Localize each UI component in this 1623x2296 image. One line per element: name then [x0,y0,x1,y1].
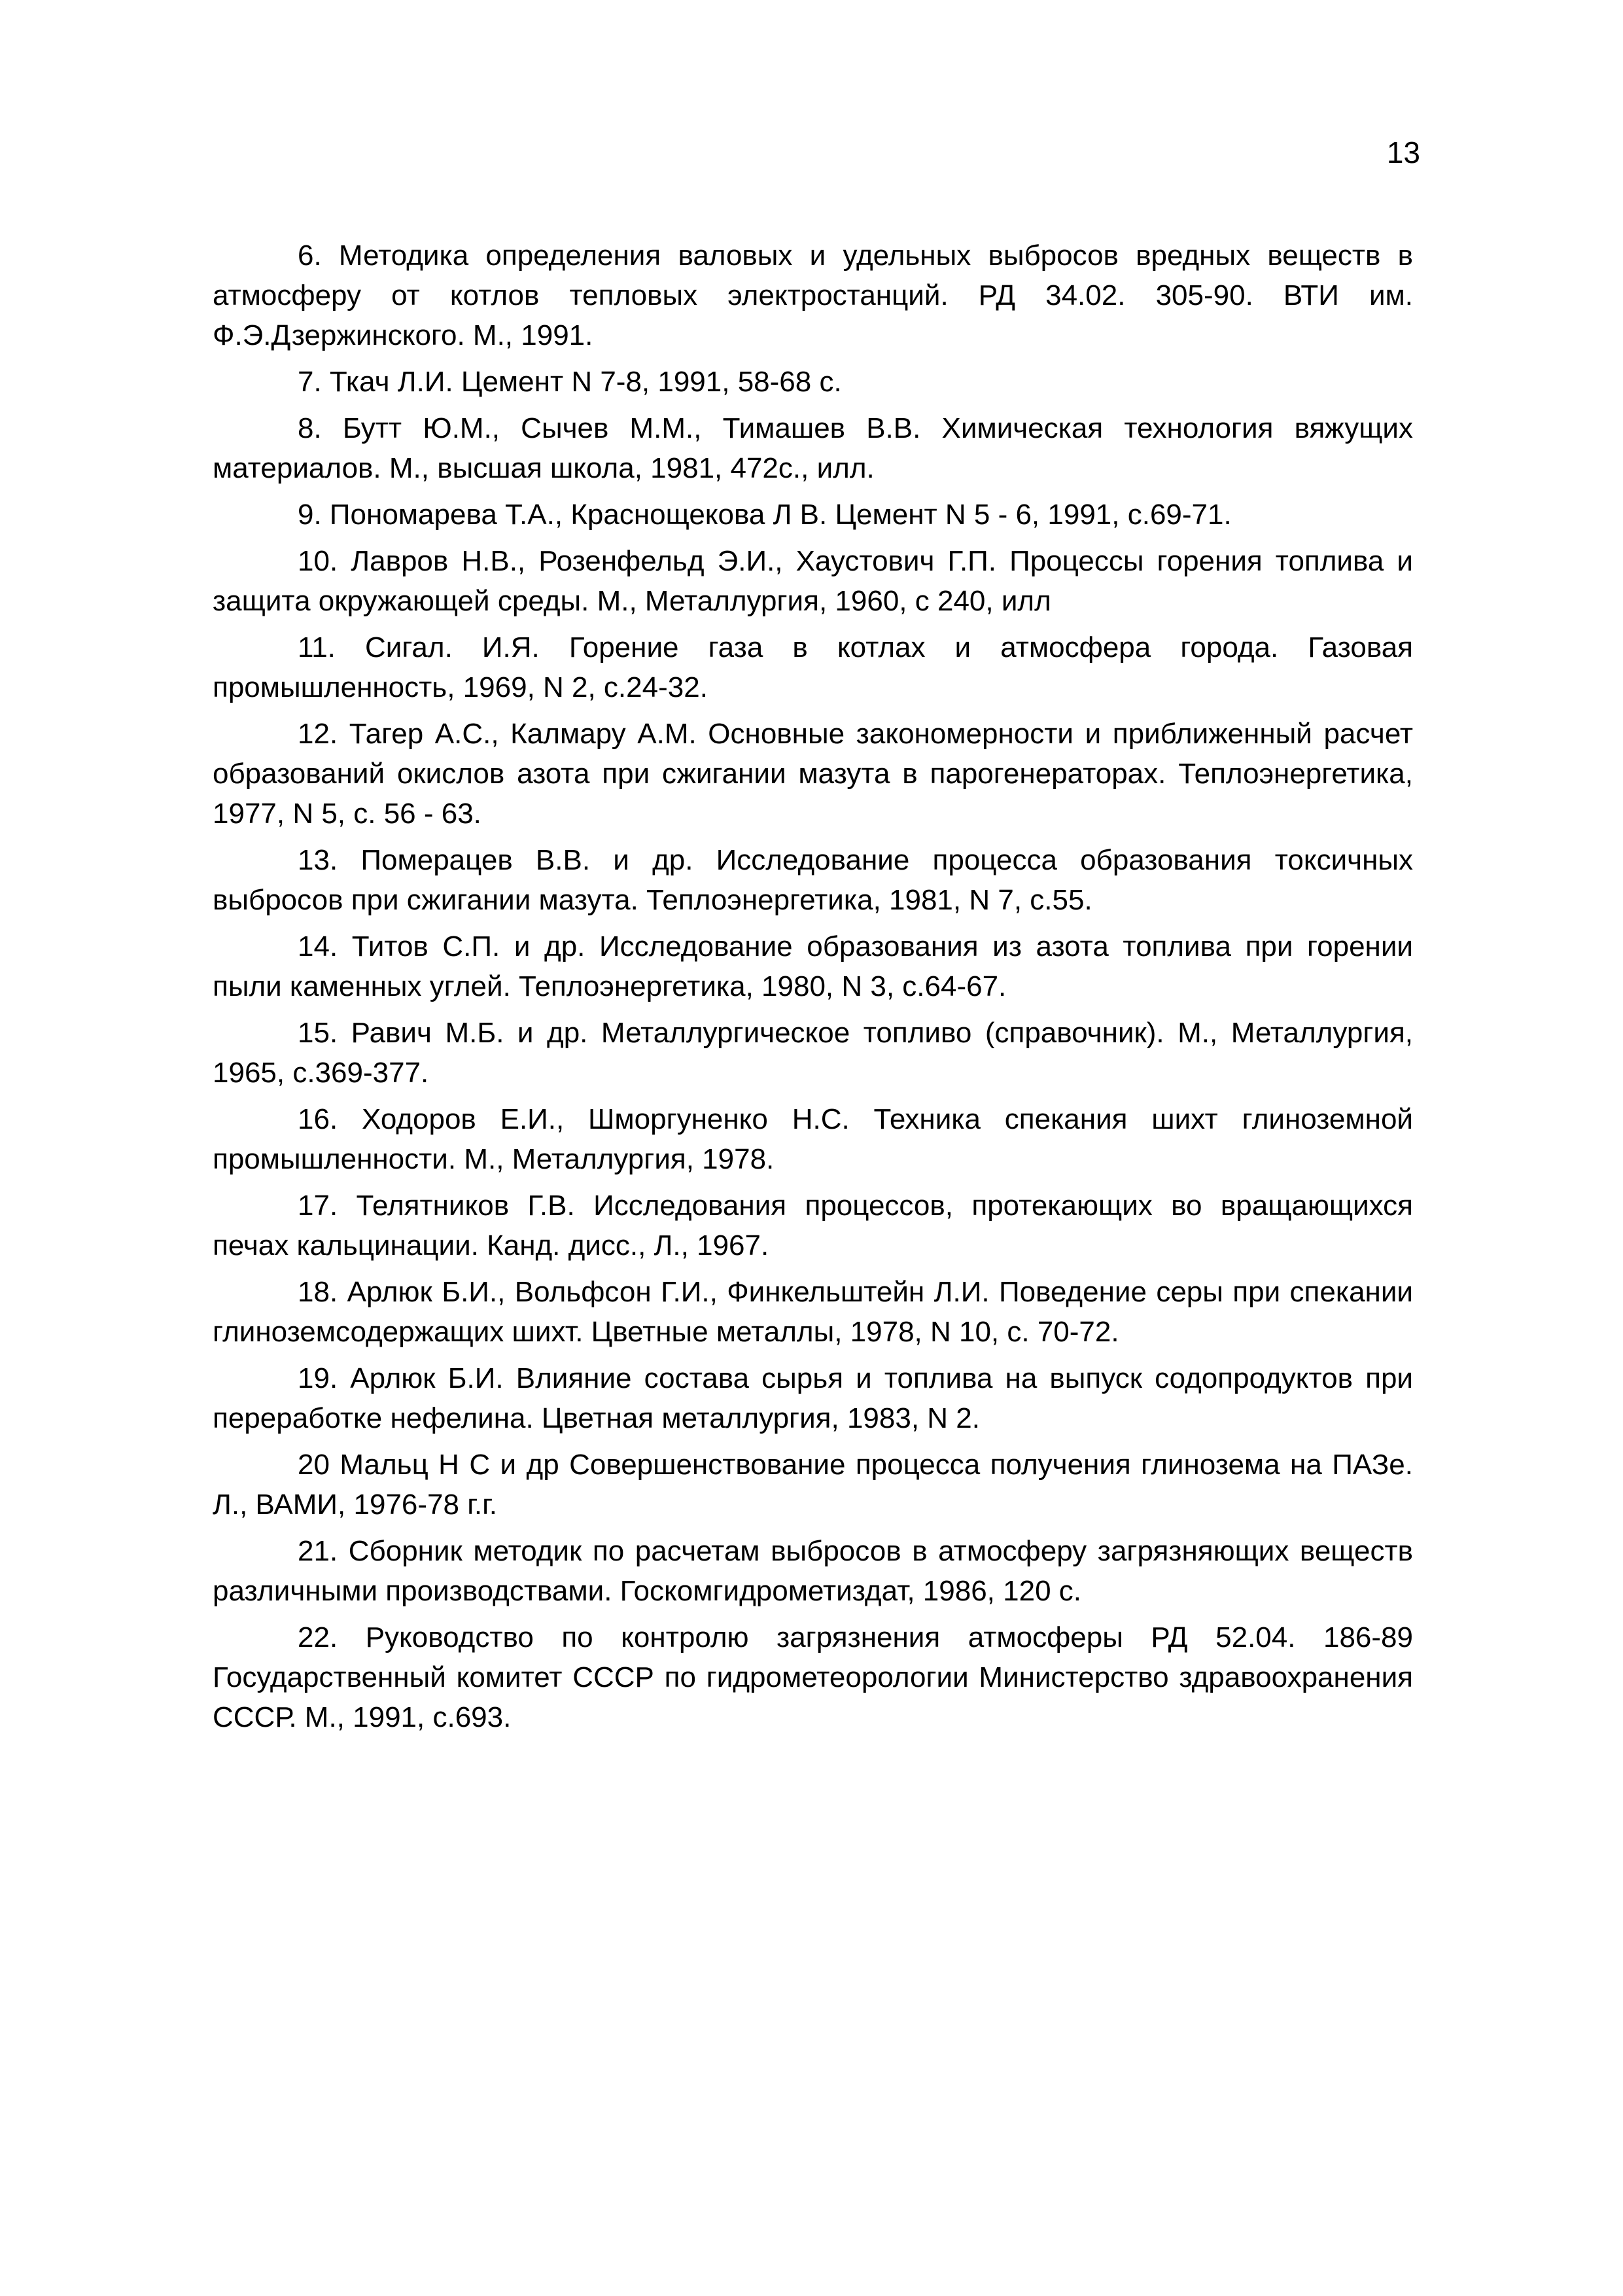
reference-item-17: 17. Телятников Г.В. Исследования процессов, протекающих во вращающихся печах кальцинации. Канд. дисс., Л., 1967. [213,1190,1413,1262]
reference-item-10: 10. Лавров Н.В., Розенфельд Э.И., Хаустович Г.П. Процессы горения топлива и защита окружающей среды. М., Металлургия, 1960, с 240, илл [213,545,1413,617]
reference-item-13: 13. Померацев В.В. и др. Исследование процесса образования токсичных выбросов при сжигании мазута. Теплоэнергетика, 1981, N 7, с.55. [213,844,1413,916]
reference-item-12: 12. Тагер А.С., Калмару А.М. Основные закономерности и приближенный расчет образований окислов азота при сжигании мазута в парогенераторах. Теплоэнергетика, 1977, N 5, с. 56 - 63. [213,718,1413,830]
reference-item-20: 20 Мальц Н С и др Совершенствование процесса получения глинозема на ПАЗе. Л., ВАМИ, 1976-78 г.г. [213,1449,1413,1521]
reference-list [213,236,1413,1744]
reference-item-6: 6. Методика определения валовых и удельных выбросов вредных веществ в атмосферу от котлов тепловых электростанций. РД 34.02. 305-90. ВТИ им. Ф.Э.Дзержинского. М., 1991. [213,239,1413,351]
reference-item-18: 18. Арлюк Б.И., Вольфсон Г.И., Финкельштейн Л.И. Поведение серы при спекании глиноземсодержащих шихт. Цветные металлы, 1978, N 10, с. 70-72. [213,1276,1413,1348]
reference-item-15: 15. Равич М.Б. и др. Металлургическое топливо (справочник). М., Металлургия, 1965, с.369-377. [213,1017,1413,1089]
reference-item-22: 22. Руководство по контролю загрязнения атмосферы РД 52.04. 186-89 Государственный комитет СССР по гидрометеорологии Министерство здравоохранения СССР. М., 1991, с.693. [213,1621,1413,1733]
reference-item-19: 19. Арлюк Б.И. Влияние состава сырья и топлива на выпуск содопродуктов при переработке нефелина. Цветная металлургия, 1983, N 2. [213,1362,1413,1434]
reference-item-11: 11. Сигал. И.Я. Горение газа в котлах и атмосфера города. Газовая промышленность, 1969, N 2, с.24-32. [213,631,1413,703]
reference-item-9: 9. Пономарева Т.А., Краснощекова Л В. Цемент N 5 - 6, 1991, с.69-71. [298,499,1232,531]
reference-item-7: 7. Ткач Л.И. Цемент N 7-8, 1991, 58-68 с. [298,366,842,398]
reference-item-16: 16. Ходоров Е.И., Шморгуненко Н.С. Техника спекания шихт глиноземной промышленности. М., Металлургия, 1978. [213,1103,1413,1175]
reference-item-8: 8. Бутт Ю.М., Сычев М.М., Тимашев В.В. Химическая технология вяжущих материалов. М., высшая школа, 1981, 472с., илл. [213,412,1413,484]
reference-item-14: 14. Титов С.П. и др. Исследование образования из азота топлива при горении пыли каменных углей. Теплоэнергетика, 1980, N 3, с.64-67. [213,930,1413,1002]
page-number: 13 [1386,135,1420,169]
reference-item-21: 21. Сборник методик по расчетам выбросов в атмосферу загрязняющих веществ различными производствами. Госкомгидрометиздат, 1986, 120 с. [213,1535,1413,1607]
